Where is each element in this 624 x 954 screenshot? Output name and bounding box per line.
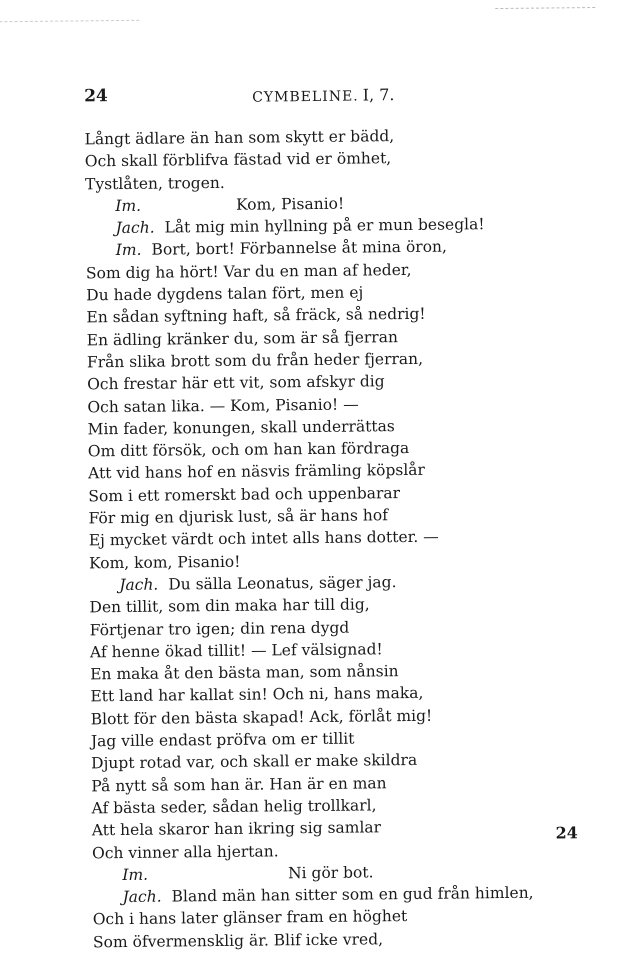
line-text: Som i ett romerskt bad och uppenbarar: [88, 483, 401, 506]
speaker-name: Im.: [115, 241, 142, 260]
line-text: Förtjenar tro igen; din rena dygd: [89, 618, 350, 639]
line-text: För mig en djurisk lust, så är hans hof: [88, 506, 388, 528]
line-text: Och frestar här ett vit, som afskyr dig: [87, 372, 385, 394]
line-text: Af bästa seder, sådan helig trollkarl,: [91, 796, 377, 818]
speaker-name: Jach.: [119, 575, 159, 594]
line-text: Som dig ha hört! Var du en man af heder,: [85, 260, 412, 283]
line-text: Du sälla Leonatus, säger jag.: [168, 573, 397, 594]
scan-edge-mark: [0, 20, 139, 26]
line-text: Min fader, konungen, skall underrättas: [87, 416, 395, 439]
line-text: En sådan syftning haft, så fräck, så nedrig!: [86, 305, 426, 327]
speaker-name: Jach.: [122, 887, 162, 907]
verse-text: [84, 123, 583, 953]
line-text: Ett land har kallat sin! Och ni, hans maka,: [90, 684, 424, 706]
page-number: 24: [84, 86, 108, 107]
scan-edge-mark: [495, 7, 595, 13]
speaker-name: Im.: [115, 196, 142, 215]
line-text: Kom, Pisanio!: [235, 194, 345, 214]
speaker-name: Jach.: [115, 218, 155, 238]
line-text: Och vinner alla hjertan.: [91, 841, 279, 862]
line-text: Den tillit, som din maka har till dig,: [89, 595, 370, 617]
line-text: En maka åt den bästa man, som nånsin: [90, 662, 399, 684]
line-text: Som öfvermensklig är. Blif icke vred,: [92, 929, 384, 952]
running-title: [252, 85, 395, 105]
line-text: Jag ville endast pröfva om er tillit: [90, 729, 355, 751]
line-text: Kom, kom, Pisanio!: [88, 552, 241, 572]
line-text: Ej mycket värdt och intet alls hans dotter. —: [88, 528, 439, 550]
line-text: Ni gör bot.: [287, 863, 374, 883]
line-text: Blott för den bästa skapad! Ack, förlåt mig!: [90, 706, 433, 729]
running-header: [84, 82, 514, 111]
act-scene: I, 7.: [362, 85, 395, 105]
line-text: En ädling kränker du, som är så fjerran: [86, 327, 398, 350]
line-text: Tystlåten, trogen.: [84, 173, 225, 193]
speaker-name: Im.: [122, 865, 149, 884]
line-text: Och satan lika. — Kom, Pisanio! —: [87, 395, 359, 416]
line-text: Långt ädlare än han som skytt er bädd,: [84, 127, 395, 149]
line-text: På nytt så som han är. Han är en man: [91, 773, 387, 795]
line-text: Om ditt försök, och om han kan fördraga: [87, 439, 410, 461]
verse-line: [93, 926, 583, 953]
line-text: Och i hans later glänser fram en höghet: [92, 907, 408, 929]
line-text: Och skall förblifva fästad vid er ömhet,: [84, 149, 392, 171]
line-text: Bland män han sitter som en gud från himlen,: [171, 883, 534, 906]
line-text: Att hela skaror han ikring sig samlar: [91, 818, 382, 840]
line-text: Låt mig min hyllning på er mun besegla!: [164, 215, 485, 237]
signature-number: 24: [555, 823, 578, 843]
line-text: Bort, bort! Förbannelse åt mina öron,: [151, 238, 448, 260]
line-text: Från slika brott som du från heder fjerran,: [86, 349, 424, 372]
line-text: Djupt rotad var, och skall er make skildra: [91, 751, 418, 773]
line-text: Du hade dygdens talan fört, men ej: [86, 283, 364, 305]
play-title: CYMBELINE.: [252, 88, 359, 106]
line-text: Af henne ökad tillit! — Lef välsignad!: [89, 640, 383, 662]
line-text: Att vid hans hof en näsvis främling köpslår: [88, 461, 426, 483]
